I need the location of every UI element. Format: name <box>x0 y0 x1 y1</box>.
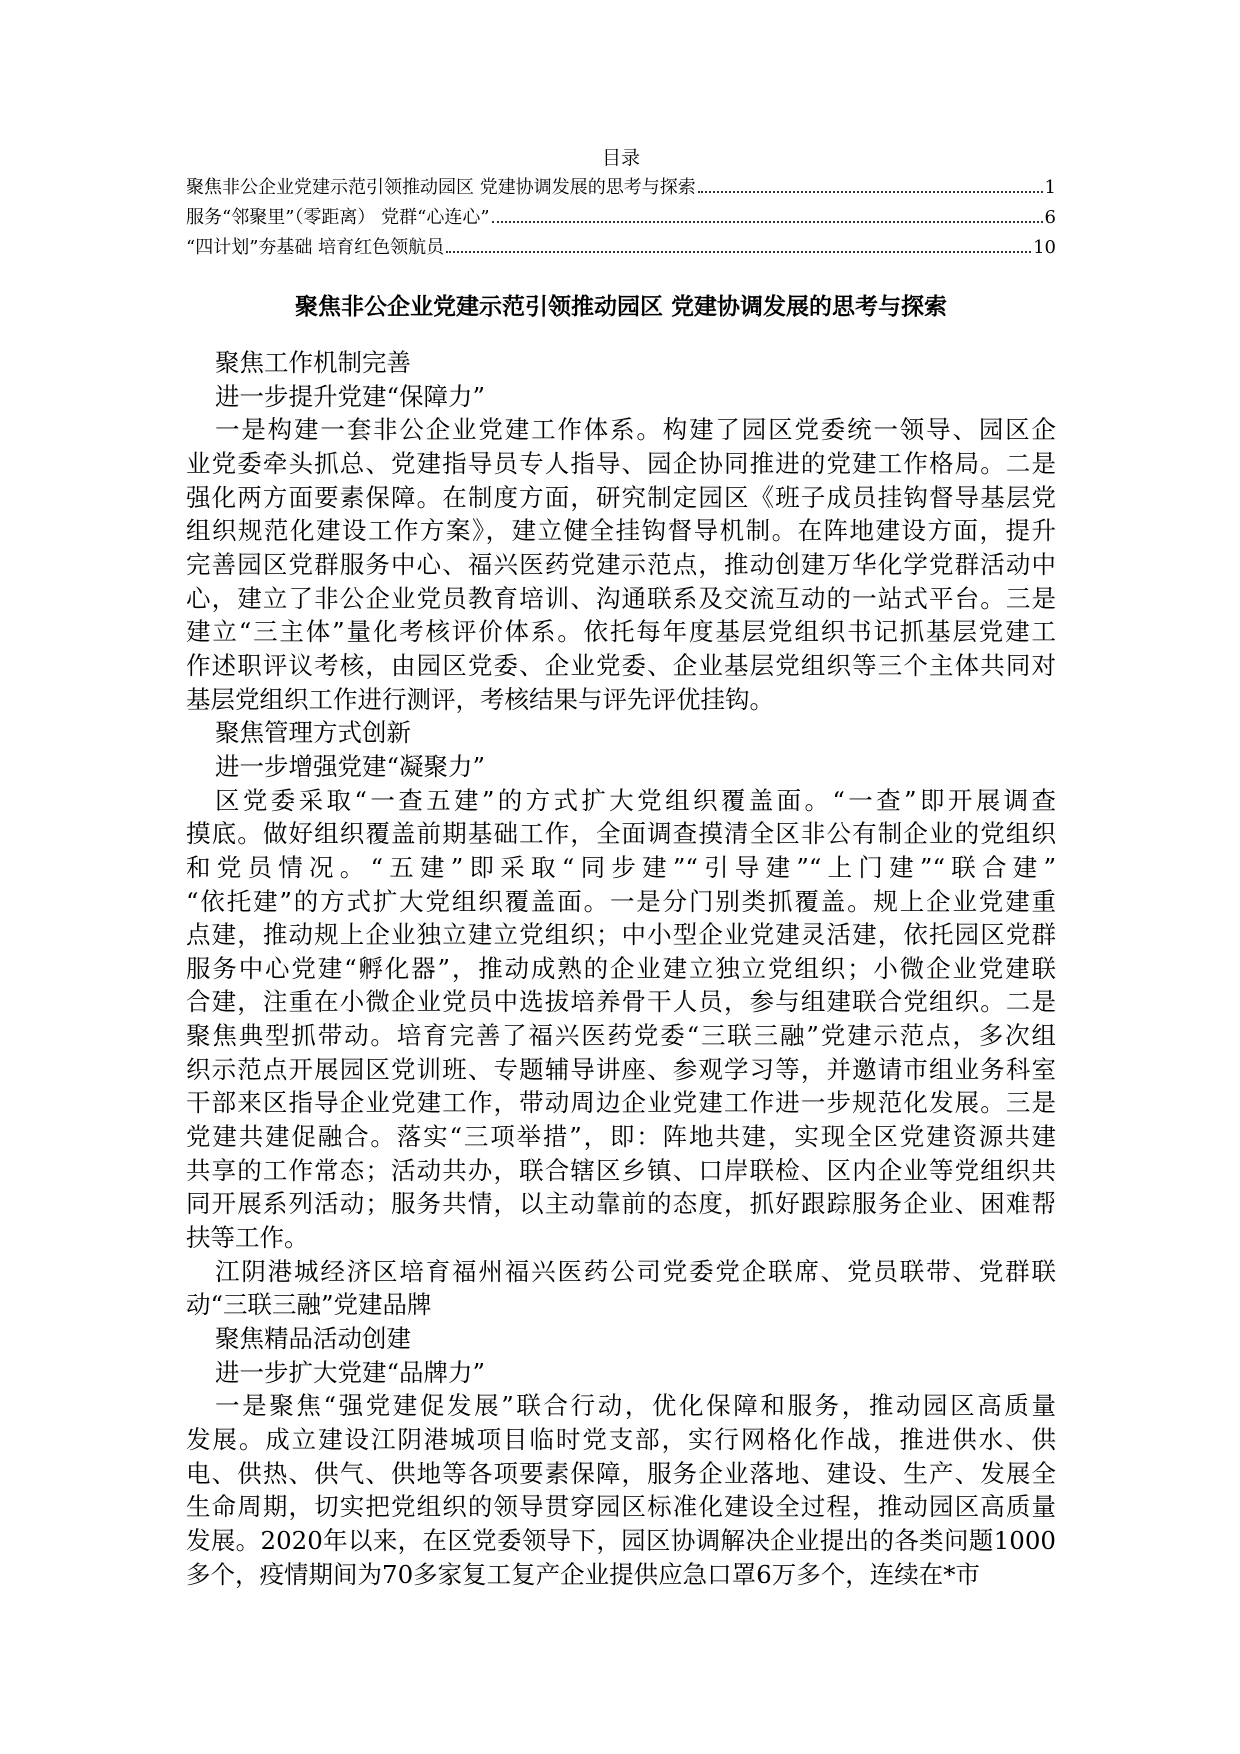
text-line: 同开展系列活动；服务共情，以主动靠前的态度，抓好跟踪服务企业、困难帮 <box>186 1189 1056 1219</box>
document-title: 聚焦非公企业党建示范引领推动园区 党建协调发展的思考与探索 <box>294 293 947 320</box>
text-line: 党建共建促融合。落实“三项举措”，即：阵地共建，实现全区党建资源共建 <box>186 1122 1056 1152</box>
paragraph <box>186 1255 1056 1322</box>
text-line: 扶等工作。 <box>186 1223 309 1253</box>
toc-entry[interactable] <box>186 203 1056 233</box>
text-line: 作述职评议考核，由园区党委、企业党委、企业基层党组织等三个主体共同对 <box>186 650 1056 680</box>
toc-title: 目录 <box>601 147 640 169</box>
text-line: 和党员情况。“五建”即采取“同步建”“引导建”“上门建”“联合建” <box>186 852 1056 882</box>
text-line: 进一步提升党建“保障力” <box>215 381 486 411</box>
text-line: 建立“三主体”量化考核评价体系。依托每年度基层党组织书记抓基层党建工 <box>186 617 1056 647</box>
text-line: 织示范点开展园区党训班、专题辅导讲座、参观学习等，并邀请市组业务科室 <box>186 1054 1056 1084</box>
paragraph <box>186 413 1056 716</box>
paragraph <box>186 346 1056 380</box>
text-line: 基层党组织工作进行测评，考核结果与评先评优挂钩。 <box>186 684 774 714</box>
text-line: 组织规范化建设工作方案》，建立健全挂钩督导机制。在阵地建设方面，提升 <box>186 516 1056 546</box>
toc-entry[interactable] <box>186 173 1056 203</box>
text-line: 发展。成立建设江阴港城项目临时党支部，实行网格化作战，推进供水、供 <box>186 1425 1056 1454</box>
toc-entry-page: 10 <box>1033 237 1056 258</box>
text-line: 聚焦精品活动创建 <box>215 1324 411 1354</box>
paragraph <box>186 1389 1056 1591</box>
paragraph <box>186 1322 1056 1356</box>
paragraph <box>186 716 1056 750</box>
text-line: 完善园区党群服务中心、福兴医药党建示范点，推动创建万华化学党群活动中 <box>186 549 1056 579</box>
paragraph <box>186 784 1056 1255</box>
text-line: 动“三联三融”党建品牌 <box>186 1290 432 1320</box>
text-line: 聚焦典型抓带动。培育完善了福兴医药党委“三联三融”党建示范点，多次组 <box>186 1021 1056 1051</box>
toc-entry-page: 6 <box>1044 207 1056 228</box>
text-line: 强化两方面要素保障。在制度方面，研究制定园区《班子成员挂钩督导基层党 <box>186 482 1056 512</box>
text-line: 多个，疫情期间为70多家复工复产企业提供应急口罩6万多个，连续在*市 <box>186 1559 981 1589</box>
document-body <box>186 346 1056 1591</box>
text-line: 一是构建一套非公企业党建工作体系。构建了园区党委统一领导、园区企 <box>215 415 1056 445</box>
text-line: “依托建”的方式扩大党组织覆盖面。一是分门别类抓覆盖。规上企业党建重 <box>186 886 1056 916</box>
text-line: 合建，注重在小微企业党员中选拔培养骨干人员，参与组建联合党组织。二是 <box>186 987 1056 1017</box>
text-line: 共享的工作常态；活动共办，联合辖区乡镇、口岸联检、区内企业等党组织共 <box>186 1155 1056 1185</box>
paragraph <box>186 1356 1056 1390</box>
text-line: 进一步增强党建“凝聚力” <box>215 751 486 781</box>
toc-entry-title: 服务“邻聚里”（零距离） 党群“心连心” <box>186 207 490 228</box>
text-line: 电、供热、供气、供地等各项要素保障，服务企业落地、建设、生产、发展全 <box>186 1458 1056 1488</box>
table-of-contents <box>186 143 1056 263</box>
text-line: 进一步扩大党建“品牌力” <box>215 1357 486 1387</box>
text-line: 摸底。做好组织覆盖前期基础工作，全面调查摸清全区非公有制企业的党组织 <box>186 819 1056 849</box>
paragraph <box>186 750 1056 784</box>
toc-entry-page: 1 <box>1044 177 1056 198</box>
text-line: 区党委采取“一查五建”的方式扩大党组织覆盖面。“一查”即开展调查 <box>215 785 1056 815</box>
text-line: 服务中心党建“孵化器”，推动成熟的企业建立独立党组织；小微企业党建联 <box>186 953 1056 983</box>
text-line: 聚焦管理方式创新 <box>215 718 411 748</box>
toc-entry-title: 聚焦非公企业党建示范引领推动园区 党建协调发展的思考与探索 <box>186 177 696 198</box>
text-line: 一是聚焦“强党建促发展”联合行动，优化保障和服务，推动园区高质量 <box>215 1391 1056 1421</box>
text-line: 聚焦工作机制完善 <box>215 348 411 377</box>
text-line: 江阴港城经济区培育福州福兴医药公司党委党企联席、党员联带、党群联 <box>215 1256 1056 1286</box>
text-line: 点建，推动规上企业独立建立党组织；中小型企业党建灵活建，依托园区党群 <box>186 920 1056 950</box>
toc-entry-title: “四计划”夯基础 培育红色领航员 <box>186 237 445 258</box>
text-line: 业党委牵头抓总、党建指导员专人指导、园企协同推进的党建工作格局。二是 <box>186 448 1056 478</box>
text-line: 生命周期，切实把党组织的领导贯穿园区标准化建设全过程，推动园区高质量 <box>186 1492 1056 1522</box>
toc-leader-dots <box>492 221 1043 223</box>
text-line: 发展。2020年以来，在区党委领导下，园区协调解决企业提出的各类问题1000 <box>186 1525 1056 1555</box>
toc-leader-dots <box>698 191 1043 193</box>
text-line: 心，建立了非公企业党员教育培训、沟通联系及交流互动的一站式平台。三是 <box>186 583 1056 613</box>
text-line: 干部来区指导企业党建工作，带动周边企业党建工作进一步规范化发展。三是 <box>186 1088 1056 1118</box>
toc-leader-dots <box>446 251 1031 253</box>
toc-entry[interactable] <box>186 233 1056 263</box>
paragraph <box>186 380 1056 414</box>
